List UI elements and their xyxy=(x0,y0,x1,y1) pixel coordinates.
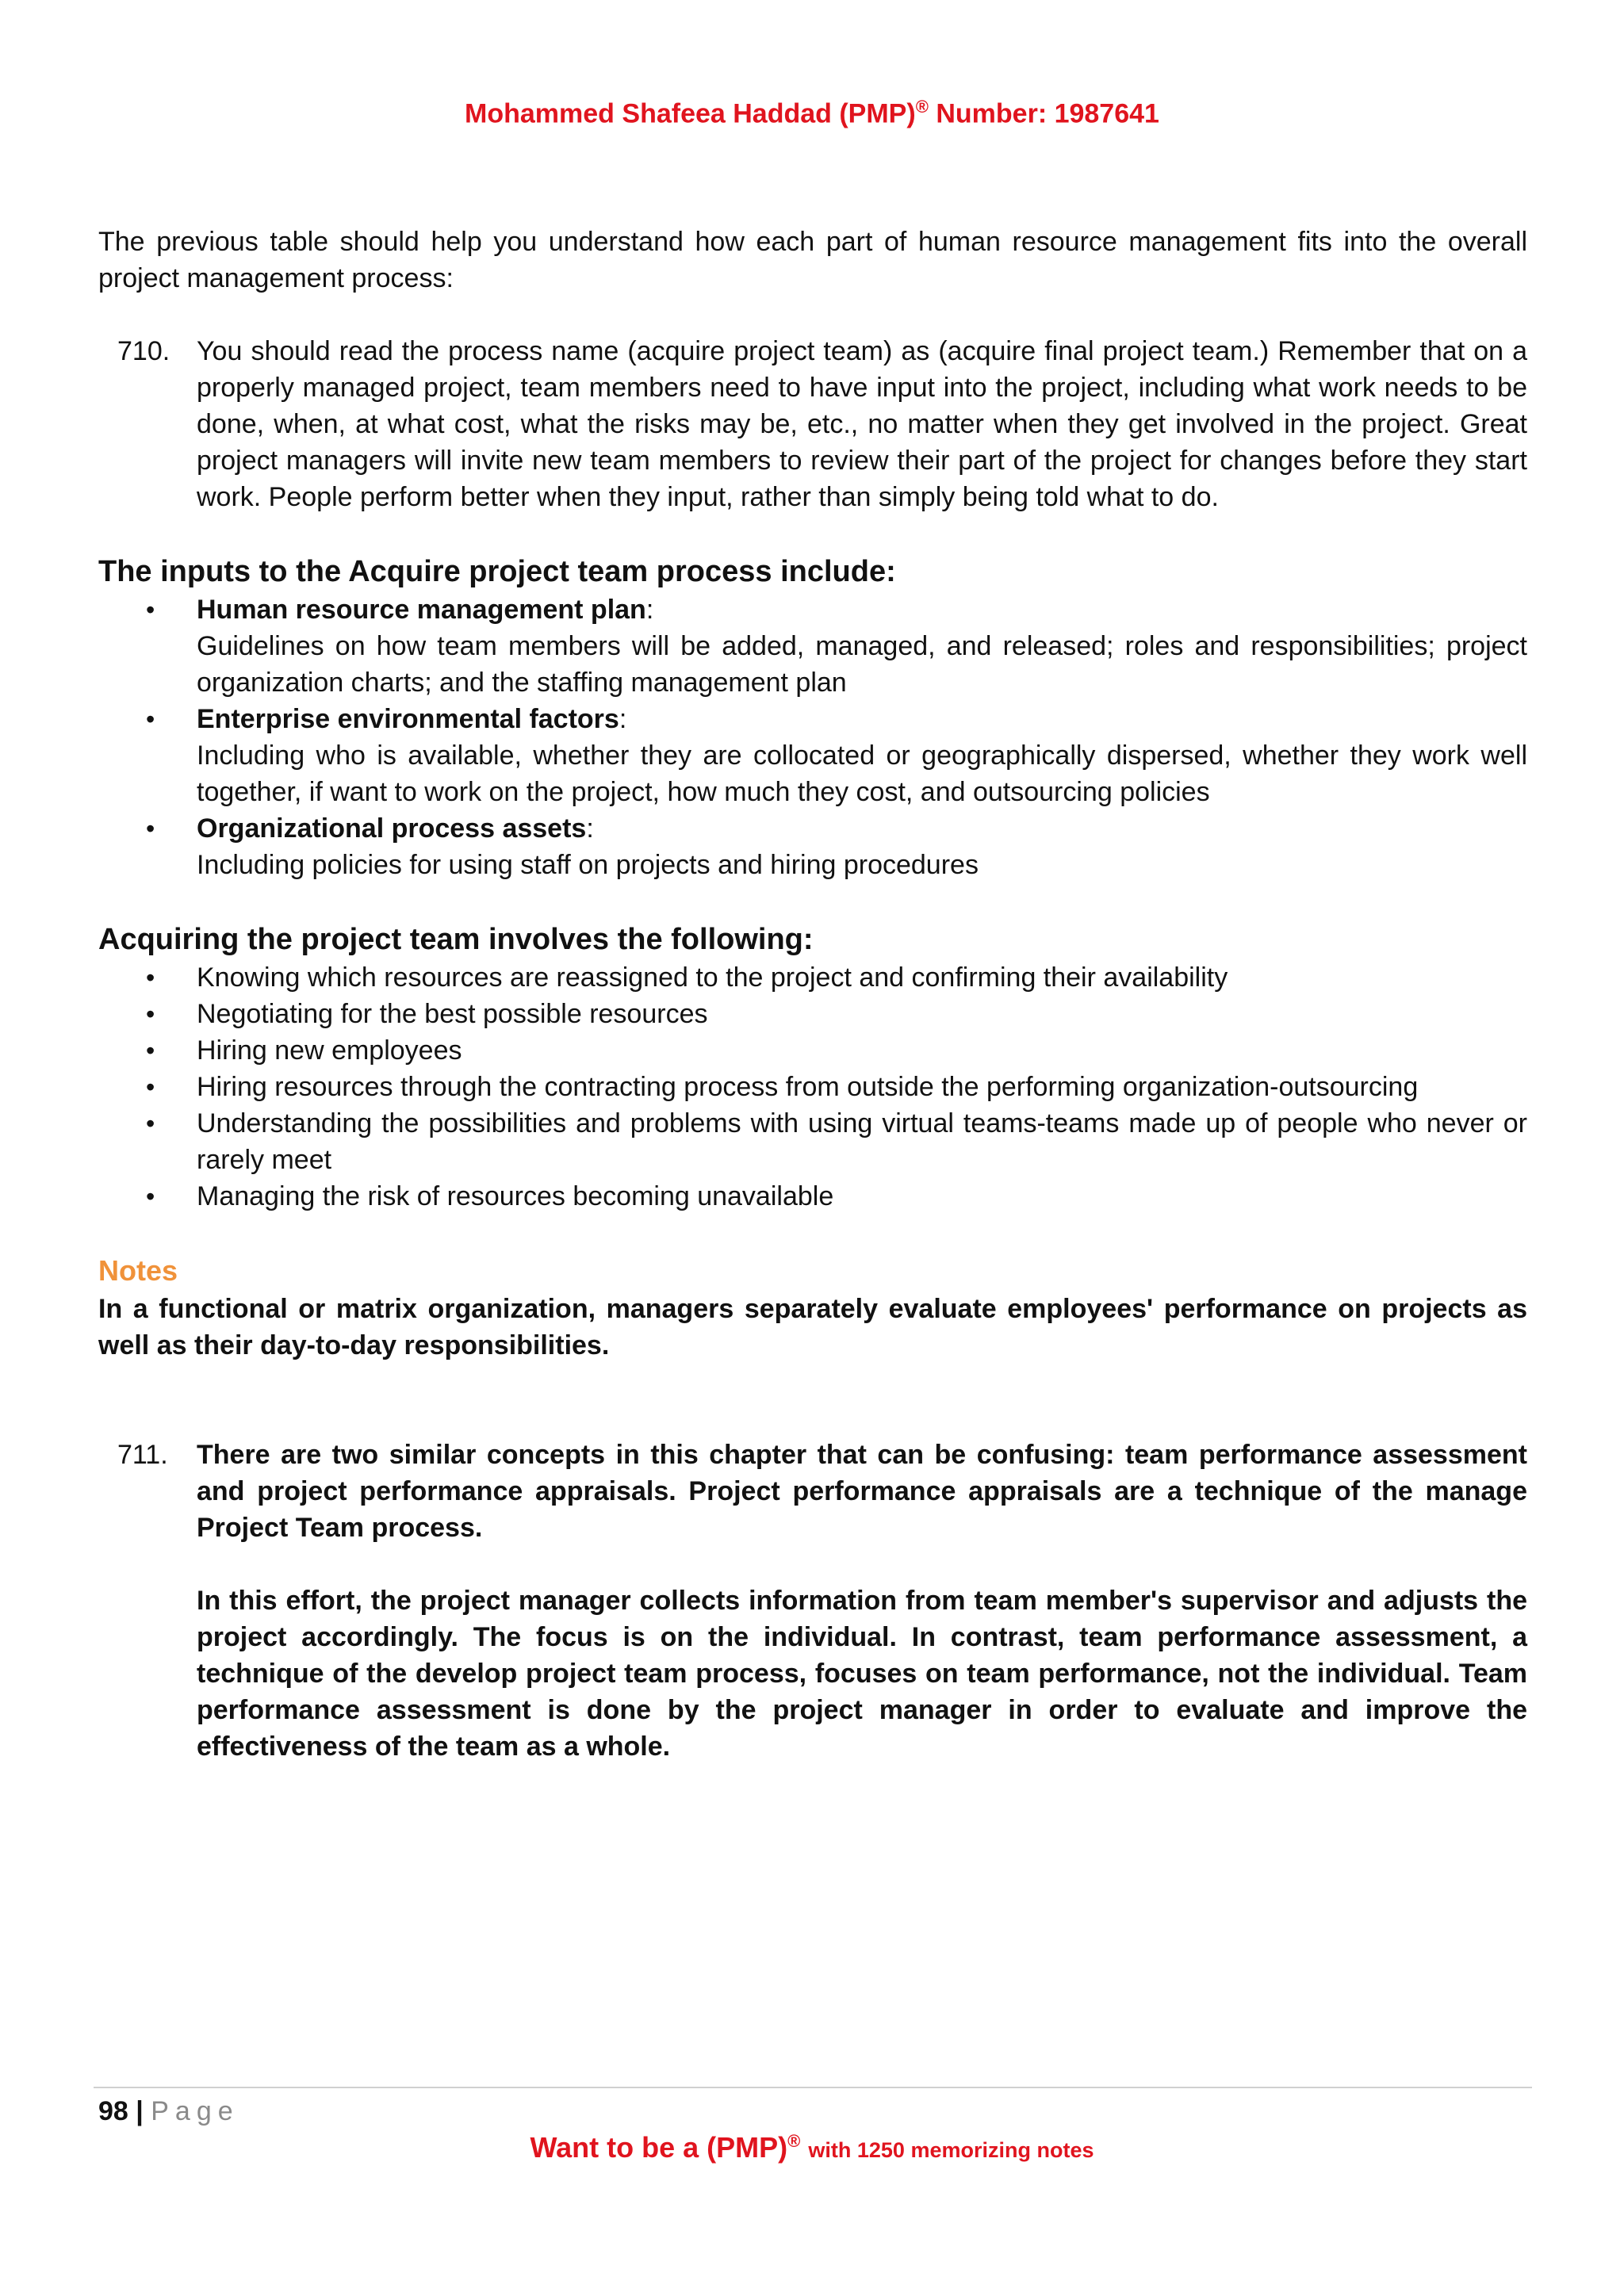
input-term: Organizational process assets xyxy=(197,813,587,844)
item-paragraph-2: In this effort, the project manager collects information from team member's supervisor and adjusts the project accordingly. The focus is on the individual. In contrast, team performance assessment, a technique of the develop project team process, focuses on team performance, not the individual. Team performance assessment is done by the project manager in order to evaluate and improve the effectiveness of the team as a whole. xyxy=(197,1586,1527,1762)
acquiring-list xyxy=(98,959,1527,1215)
bullet-icon: • xyxy=(146,1182,155,1211)
list-item xyxy=(98,1105,1527,1178)
list-item-text: Hiring resources through the contracting process from outside the performing organization-outsourcing xyxy=(197,1072,1419,1102)
bullet-icon: • xyxy=(146,1109,155,1138)
list-item xyxy=(98,1069,1527,1105)
item-number: 711. xyxy=(117,1440,168,1470)
list-item: • Organizational process assets: Including policies for using staff on projects and hiring procedures xyxy=(98,810,1527,883)
list-item xyxy=(98,1032,1527,1069)
bullet-icon: • xyxy=(146,1036,155,1065)
inputs-list xyxy=(98,591,1527,883)
list-item xyxy=(98,996,1527,1032)
page-content xyxy=(98,224,1527,1765)
list-item xyxy=(98,959,1527,996)
tagline-small: with 1250 memorizing notes xyxy=(808,2138,1094,2162)
footer-divider xyxy=(94,2087,1532,2088)
acquiring-heading: Acquiring the project team involves the following: xyxy=(98,923,814,956)
bullet-icon: • xyxy=(146,705,155,733)
footer-separator: | xyxy=(136,2096,144,2126)
registered-mark: ® xyxy=(915,97,929,117)
input-term: Human resource management plan xyxy=(197,595,646,625)
item-text: You should read the process name (acquire project team) as (acquire final project team.) Remember that on a properly managed project, team members need to have input into the project, including what work needs to be done, when, at what cost, what the risks may be, etc., no matter when they get involved in the project. Great project managers will invite new team members to review their part of the project for changes before they start work. People perform better when they input, rather than simply being told what to do. xyxy=(197,336,1527,512)
bullet-icon: • xyxy=(146,1073,155,1101)
footer-tagline xyxy=(0,2131,1624,2164)
list-item-text: Knowing which resources are reassigned to the project and confirming their availability xyxy=(197,962,1228,993)
list-item-text: Managing the risk of resources becoming unavailable xyxy=(197,1181,834,1211)
bullet-icon: • xyxy=(146,595,155,624)
numbered-item-710 xyxy=(98,333,1527,515)
notes-title: Notes xyxy=(98,1254,178,1287)
list-item xyxy=(98,1178,1527,1215)
item-number: 710. xyxy=(117,336,170,366)
header-author: Mohammed Shafeea Haddad (PMP) xyxy=(465,98,916,129)
bullet-icon: • xyxy=(146,963,155,992)
list-item-text: Negotiating for the best possible resources xyxy=(197,999,708,1029)
page-number: 98 xyxy=(98,2096,128,2126)
notes-text: In a functional or matrix organization, managers separately evaluate employees' performance on projects as well as their day-to-day responsibilities. xyxy=(98,1294,1527,1360)
input-description: Guidelines on how team members will be added, managed, and released; roles and responsibilities; project organization charts; and the staffing management plan xyxy=(197,631,1527,698)
bullet-icon: • xyxy=(146,814,155,843)
inputs-heading: The inputs to the Acquire project team process include: xyxy=(98,555,896,588)
input-description: Including who is available, whether they are collocated or geographically dispersed, whether they work well together, if want to work on the project, how much they cost, and outsourcing policies xyxy=(197,740,1527,807)
page-number-label xyxy=(98,2093,239,2130)
header-number: Number: 1987641 xyxy=(928,98,1159,129)
input-description: Including policies for using staff on projects and hiring procedures xyxy=(197,850,979,880)
registered-mark: ® xyxy=(787,2131,801,2151)
intro-paragraph: The previous table should help you understand how each part of human resource management fits into the overall project management process: xyxy=(98,227,1527,293)
list-item: • Enterprise environmental factors: Including who is available, whether they are collocated or geographically dispersed, whether they work well together, if want to work on the project, how much they cost, and outsourcing policies xyxy=(98,701,1527,810)
numbered-item-711 xyxy=(98,1437,1527,1765)
tagline-main: Want to be a (PMP) xyxy=(530,2131,788,2164)
bullet-icon: • xyxy=(146,1000,155,1028)
page-header xyxy=(0,97,1624,129)
page-label: Page xyxy=(151,2096,239,2126)
list-item-text: Understanding the possibilities and problems with using virtual teams-teams made up of people who never or rarely meet xyxy=(197,1108,1527,1175)
input-term: Enterprise environmental factors xyxy=(197,704,619,734)
list-item-text: Hiring new employees xyxy=(197,1035,462,1066)
list-item: • Human resource management plan: Guidelines on how team members will be added, managed, and released; roles and responsibilities; project organization charts; and the staffing management plan xyxy=(98,591,1527,701)
item-paragraph-1: There are two similar concepts in this chapter that can be confusing: team performance assessment and project performance appraisals. Project performance appraisals are a technique of the manage Project Team process. xyxy=(197,1440,1527,1543)
